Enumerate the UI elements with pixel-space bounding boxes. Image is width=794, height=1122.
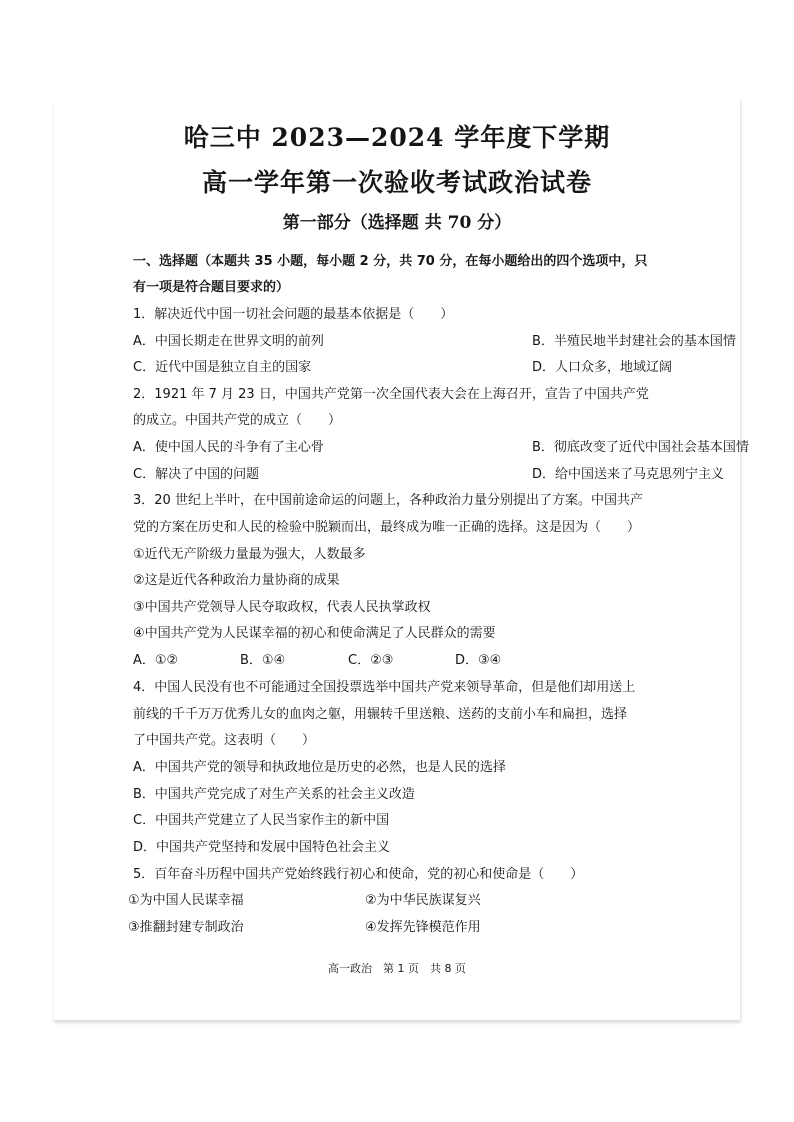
q3-option-b: B．①④ [240, 653, 286, 668]
q2-stem-line-1: 2．1921 年 7 月 23 日，中国共产党第一次全国代表大会在上海召开，宣告了中国共产党 [133, 387, 649, 402]
q2-options-row-2 [133, 463, 725, 482]
q5-statements-row-1 [128, 889, 481, 908]
q4-option-b: B．中国共产党完成了对生产关系的社会主义改造 [133, 787, 415, 802]
exam-subtitle: 高一学年第一次验收考试政治试卷 [201, 168, 592, 197]
q2-option-d: D．给中国送来了马克思列宁主义 [532, 467, 725, 482]
q3-options-row [133, 649, 502, 668]
q5-statement-4: ④发挥先锋模范作用 [365, 920, 481, 935]
q4-option-a: A．中国共产党的领导和执政地位是历史的必然，也是人民的选择 [133, 760, 506, 775]
q4-option-d: D．中国共产党坚持和发展中国特色社会主义 [133, 840, 391, 855]
q2-options-row-1 [133, 436, 749, 455]
q3-stem-line-1: 3．20 世纪上半叶，在中国前途命运的问题上，各种政治力量分别提出了方案。中国共产 [133, 493, 643, 508]
q3-stem-line-2: 党的方案在历史和人民的检验中脱颖而出，最终成为唯一正确的选择。这是因为（ ） [133, 520, 641, 535]
q4-option-c: C．中国共产党建立了人民当家作主的新中国 [133, 813, 390, 828]
q5-statement-3: ③推翻封建专制政治 [128, 920, 244, 935]
q4-stem-line-2: 前线的千千万万优秀儿女的血肉之躯，用辗转千里送粮、送药的支前小车和扁担，选择 [133, 707, 628, 722]
q3-statement-3: ③中国共产党领导人民夺取政权，代表人民执掌政权 [133, 600, 431, 615]
q1-option-c: C．近代中国是独立自主的国家 [133, 360, 312, 375]
exam-title: 哈三中 2023—2024 学年度下学期 [183, 123, 611, 152]
q5-statement-2: ②为中华民族谋复兴 [365, 893, 481, 908]
instructions-line-2: 有一项是符合题目要求的） [133, 280, 290, 295]
q5-stem: 5．百年奋斗历程中国共产党始终践行初心和使命，党的初心和使命是（ ） [133, 867, 584, 882]
q1-option-d: D．人口众多，地域辽阔 [532, 360, 673, 375]
q1-stem: 1．解决近代中国一切社会问题的最基本依据是（ ） [133, 307, 454, 322]
q1-options-row-1 [133, 330, 736, 349]
q3-option-a: A．①② [133, 653, 179, 668]
q2-option-a: A．使中国人民的斗争有了主心骨 [133, 440, 324, 455]
q2-option-b: B．彻底改变了近代中国社会基本国情 [532, 440, 749, 455]
q3-option-c: C．②③ [348, 653, 394, 668]
q3-option-d: D．③④ [455, 653, 502, 668]
q1-option-a: A．中国长期走在世界文明的前列 [133, 334, 324, 349]
q2-option-c: C．解决了中国的问题 [133, 467, 260, 482]
q1-option-b: B．半殖民地半封建社会的基本国情 [532, 334, 736, 349]
q5-statement-1: ①为中国人民谋幸福 [128, 893, 244, 908]
q3-statement-2: ②这是近代各种政治力量协商的成果 [133, 573, 340, 588]
q3-statement-1: ①近代无产阶级力量最为强大，人数最多 [133, 547, 366, 562]
q2-stem-line-2: 的成立。中国共产党的成立（ ） [133, 413, 342, 428]
page-footer: 高一政治 第 1 页 共 8 页 [328, 962, 466, 975]
instructions-line-1: 一、选择题（本题共 35 小题，每小题 2 分，共 70 分，在每小题给出的四个选项中，只 [133, 254, 648, 269]
part-heading: 第一部分（选择题 共 70 分） [282, 213, 512, 233]
q3-statement-4: ④中国共产党为人民谋幸福的初心和使命满足了人民群众的需要 [133, 626, 496, 641]
q4-stem-line-3: 了中国共产党。这表明（ ） [133, 733, 316, 748]
q4-stem-line-1: 4．中国人民没有也不可能通过全国投票选举中国共产党来领导革命，但是他们却用送上 [133, 680, 636, 695]
q5-statements-row-2 [128, 916, 481, 935]
q1-options-row-2 [133, 356, 673, 375]
